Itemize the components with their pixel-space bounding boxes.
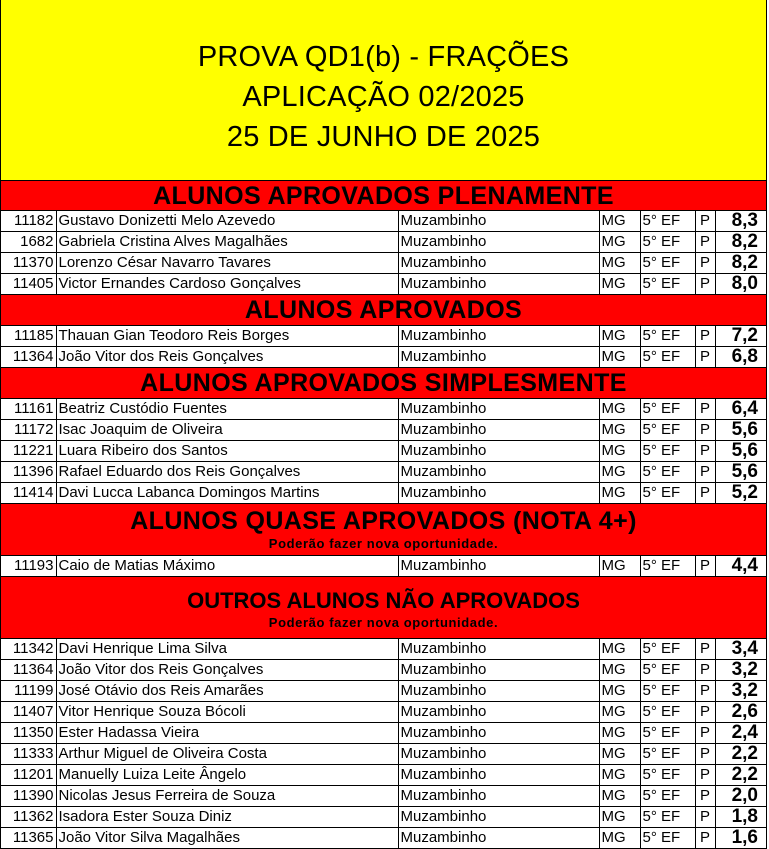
school-type-cell: P — [695, 399, 715, 420]
school-type-cell: P — [695, 232, 715, 253]
state-cell: MG — [599, 660, 640, 681]
student-name-cell: João Vitor dos Reis Gonçalves — [56, 347, 398, 368]
school-type-cell: P — [695, 702, 715, 723]
section-title: OUTROS ALUNOS NÃO APROVADOS — [187, 588, 580, 613]
city-cell: Muzambinho — [398, 420, 599, 441]
state-cell: MG — [599, 253, 640, 274]
school-type-cell: P — [695, 786, 715, 807]
student-id-cell: 11172 — [1, 420, 56, 441]
exam-date: 25 DE JUNHO DE 2025 — [226, 121, 541, 153]
table-row — [1, 326, 766, 347]
state-cell: MG — [599, 786, 640, 807]
school-type-cell: P — [695, 765, 715, 786]
table-row — [1, 253, 766, 274]
score-cell: 8,2 — [715, 232, 766, 253]
school-type-cell: P — [695, 253, 715, 274]
table-row — [1, 702, 766, 723]
results-table-aprovados — [1, 326, 766, 368]
grade-level-cell: 5° EF — [640, 347, 695, 368]
grade-level-cell: 5° EF — [640, 639, 695, 660]
school-type-cell: P — [695, 639, 715, 660]
grade-level-cell: 5° EF — [640, 744, 695, 765]
grade-level-cell: 5° EF — [640, 723, 695, 744]
student-name-cell: Beatriz Custódio Fuentes — [56, 399, 398, 420]
table-row — [1, 807, 766, 828]
score-cell: 8,3 — [715, 211, 766, 232]
student-id-cell: 11185 — [1, 326, 56, 347]
grade-level-cell: 5° EF — [640, 274, 695, 295]
results-table-plenamente — [1, 211, 766, 295]
student-id-cell: 11362 — [1, 807, 56, 828]
grade-level-cell: 5° EF — [640, 441, 695, 462]
grade-level-cell: 5° EF — [640, 828, 695, 849]
state-cell: MG — [599, 399, 640, 420]
school-type-cell: P — [695, 723, 715, 744]
city-cell: Muzambinho — [398, 232, 599, 253]
city-cell: Muzambinho — [398, 702, 599, 723]
table-row — [1, 399, 766, 420]
score-cell: 2,2 — [715, 744, 766, 765]
section-note: Poderão fazer nova oportunidade. — [268, 536, 499, 551]
student-name-cell: João Vitor Silva Magalhães — [56, 828, 398, 849]
city-cell: Muzambinho — [398, 347, 599, 368]
school-type-cell: P — [695, 660, 715, 681]
state-cell: MG — [599, 702, 640, 723]
city-cell: Muzambinho — [398, 786, 599, 807]
student-name-cell: Arthur Miguel de Oliveira Costa — [56, 744, 398, 765]
student-id-cell: 11199 — [1, 681, 56, 702]
state-cell: MG — [599, 347, 640, 368]
school-type-cell: P — [695, 556, 715, 577]
school-type-cell: P — [695, 274, 715, 295]
table-row — [1, 556, 766, 577]
score-cell: 5,6 — [715, 441, 766, 462]
student-name-cell: Lorenzo César Navarro Tavares — [56, 253, 398, 274]
school-type-cell: P — [695, 347, 715, 368]
city-cell: Muzambinho — [398, 744, 599, 765]
city-cell: Muzambinho — [398, 681, 599, 702]
grade-level-cell: 5° EF — [640, 211, 695, 232]
student-name-cell: Ester Hadassa Vieira — [56, 723, 398, 744]
score-cell: 7,2 — [715, 326, 766, 347]
score-cell: 4,4 — [715, 556, 766, 577]
table-row — [1, 420, 766, 441]
state-cell: MG — [599, 274, 640, 295]
school-type-cell: P — [695, 420, 715, 441]
city-cell: Muzambinho — [398, 807, 599, 828]
student-name-cell: Isadora Ester Souza Diniz — [56, 807, 398, 828]
student-id-cell: 11390 — [1, 786, 56, 807]
student-name-cell: Nicolas Jesus Ferreira de Souza — [56, 786, 398, 807]
student-name-cell: Luara Ribeiro dos Santos — [56, 441, 398, 462]
section-note: Poderão fazer nova oportunidade. — [268, 615, 499, 630]
state-cell: MG — [599, 420, 640, 441]
state-cell: MG — [599, 556, 640, 577]
table-row — [1, 765, 766, 786]
table-row — [1, 681, 766, 702]
student-id-cell: 11364 — [1, 660, 56, 681]
school-type-cell: P — [695, 681, 715, 702]
student-name-cell: João Vitor dos Reis Gonçalves — [56, 660, 398, 681]
student-id-cell: 11161 — [1, 399, 56, 420]
table-row — [1, 232, 766, 253]
title-block — [1, 0, 766, 181]
grade-level-cell: 5° EF — [640, 660, 695, 681]
student-id-cell: 11414 — [1, 483, 56, 504]
table-row — [1, 483, 766, 504]
results-table-nao-aprovados — [1, 639, 766, 849]
state-cell: MG — [599, 681, 640, 702]
grade-level-cell: 5° EF — [640, 807, 695, 828]
student-name-cell: Vitor Henrique Souza Bócoli — [56, 702, 398, 723]
table-row — [1, 723, 766, 744]
state-cell: MG — [599, 828, 640, 849]
section-header-plenamente — [1, 181, 766, 211]
section-title: ALUNOS APROVADOS — [244, 296, 523, 324]
score-cell: 3,2 — [715, 681, 766, 702]
school-type-cell: P — [695, 828, 715, 849]
grade-level-cell: 5° EF — [640, 556, 695, 577]
student-id-cell: 11405 — [1, 274, 56, 295]
student-name-cell: Isac Joaquim de Oliveira — [56, 420, 398, 441]
student-name-cell: Caio de Matias Máximo — [56, 556, 398, 577]
city-cell: Muzambinho — [398, 462, 599, 483]
section-header-simplesmente — [1, 368, 766, 399]
city-cell: Muzambinho — [398, 441, 599, 462]
grade-level-cell: 5° EF — [640, 681, 695, 702]
school-type-cell: P — [695, 326, 715, 347]
state-cell: MG — [599, 211, 640, 232]
score-cell: 5,2 — [715, 483, 766, 504]
city-cell: Muzambinho — [398, 253, 599, 274]
city-cell: Muzambinho — [398, 660, 599, 681]
grade-level-cell: 5° EF — [640, 253, 695, 274]
student-id-cell: 11365 — [1, 828, 56, 849]
school-type-cell: P — [695, 744, 715, 765]
city-cell: Muzambinho — [398, 828, 599, 849]
student-name-cell: Gabriela Cristina Alves Magalhães — [56, 232, 398, 253]
student-name-cell: Davi Henrique Lima Silva — [56, 639, 398, 660]
school-type-cell: P — [695, 441, 715, 462]
student-id-cell: 1682 — [1, 232, 56, 253]
results-table-quase-aprovados — [1, 556, 766, 577]
score-cell: 2,4 — [715, 723, 766, 744]
student-id-cell: 11333 — [1, 744, 56, 765]
student-id-cell: 11201 — [1, 765, 56, 786]
application-label: APLICAÇÃO 02/2025 — [242, 81, 525, 113]
city-cell: Muzambinho — [398, 326, 599, 347]
student-id-cell: 11342 — [1, 639, 56, 660]
grade-level-cell: 5° EF — [640, 462, 695, 483]
state-cell: MG — [599, 326, 640, 347]
section-header-nao-aprovados — [1, 577, 766, 639]
state-cell: MG — [599, 462, 640, 483]
score-cell: 2,2 — [715, 765, 766, 786]
score-cell: 8,0 — [715, 274, 766, 295]
state-cell: MG — [599, 639, 640, 660]
table-row — [1, 462, 766, 483]
score-cell: 2,6 — [715, 702, 766, 723]
student-id-cell: 11193 — [1, 556, 56, 577]
state-cell: MG — [599, 765, 640, 786]
state-cell: MG — [599, 807, 640, 828]
city-cell: Muzambinho — [398, 399, 599, 420]
score-cell: 8,2 — [715, 253, 766, 274]
student-id-cell: 11350 — [1, 723, 56, 744]
score-cell: 3,4 — [715, 639, 766, 660]
section-title: ALUNOS APROVADOS SIMPLESMENTE — [140, 369, 627, 397]
score-cell: 1,8 — [715, 807, 766, 828]
grade-level-cell: 5° EF — [640, 765, 695, 786]
city-cell: Muzambinho — [398, 765, 599, 786]
student-name-cell: Rafael Eduardo dos Reis Gonçalves — [56, 462, 398, 483]
student-name-cell: Davi Lucca Labanca Domingos Martins — [56, 483, 398, 504]
exam-title: PROVA QD1(b) - FRAÇÕES — [197, 41, 570, 73]
state-cell: MG — [599, 483, 640, 504]
table-row — [1, 347, 766, 368]
section-header-quase-aprovados — [1, 504, 766, 556]
table-row — [1, 744, 766, 765]
city-cell: Muzambinho — [398, 556, 599, 577]
student-name-cell: Victor Ernandes Cardoso Gonçalves — [56, 274, 398, 295]
state-cell: MG — [599, 441, 640, 462]
score-cell: 6,4 — [715, 399, 766, 420]
results-table-simplesmente — [1, 399, 766, 504]
student-id-cell: 11182 — [1, 211, 56, 232]
student-name-cell: Gustavo Donizetti Melo Azevedo — [56, 211, 398, 232]
student-name-cell: José Otávio dos Reis Amarães — [56, 681, 398, 702]
student-name-cell: Thauan Gian Teodoro Reis Borges — [56, 326, 398, 347]
school-type-cell: P — [695, 807, 715, 828]
school-type-cell: P — [695, 483, 715, 504]
city-cell: Muzambinho — [398, 723, 599, 744]
grade-level-cell: 5° EF — [640, 702, 695, 723]
grade-level-cell: 5° EF — [640, 420, 695, 441]
student-id-cell: 11407 — [1, 702, 56, 723]
student-id-cell: 11221 — [1, 441, 56, 462]
school-type-cell: P — [695, 211, 715, 232]
table-row — [1, 828, 766, 849]
city-cell: Muzambinho — [398, 639, 599, 660]
table-row — [1, 786, 766, 807]
section-title: ALUNOS APROVADOS PLENAMENTE — [153, 182, 614, 210]
city-cell: Muzambinho — [398, 483, 599, 504]
table-row — [1, 211, 766, 232]
student-name-cell: Manuelly Luiza Leite Ângelo — [56, 765, 398, 786]
grade-level-cell: 5° EF — [640, 483, 695, 504]
table-row — [1, 660, 766, 681]
city-cell: Muzambinho — [398, 211, 599, 232]
section-title: ALUNOS QUASE APROVADOS (NOTA 4+) — [130, 507, 637, 535]
grade-level-cell: 5° EF — [640, 232, 695, 253]
grade-level-cell: 5° EF — [640, 399, 695, 420]
score-cell: 3,2 — [715, 660, 766, 681]
school-type-cell: P — [695, 462, 715, 483]
state-cell: MG — [599, 232, 640, 253]
student-id-cell: 11364 — [1, 347, 56, 368]
grade-level-cell: 5° EF — [640, 786, 695, 807]
table-row — [1, 441, 766, 462]
table-row — [1, 639, 766, 660]
score-cell: 1,6 — [715, 828, 766, 849]
section-header-aprovados — [1, 295, 766, 326]
state-cell: MG — [599, 723, 640, 744]
grade-level-cell: 5° EF — [640, 326, 695, 347]
table-row — [1, 274, 766, 295]
score-cell: 2,0 — [715, 786, 766, 807]
state-cell: MG — [599, 744, 640, 765]
score-cell: 5,6 — [715, 420, 766, 441]
student-id-cell: 11396 — [1, 462, 56, 483]
score-cell: 6,8 — [715, 347, 766, 368]
city-cell: Muzambinho — [398, 274, 599, 295]
student-id-cell: 11370 — [1, 253, 56, 274]
score-cell: 5,6 — [715, 462, 766, 483]
